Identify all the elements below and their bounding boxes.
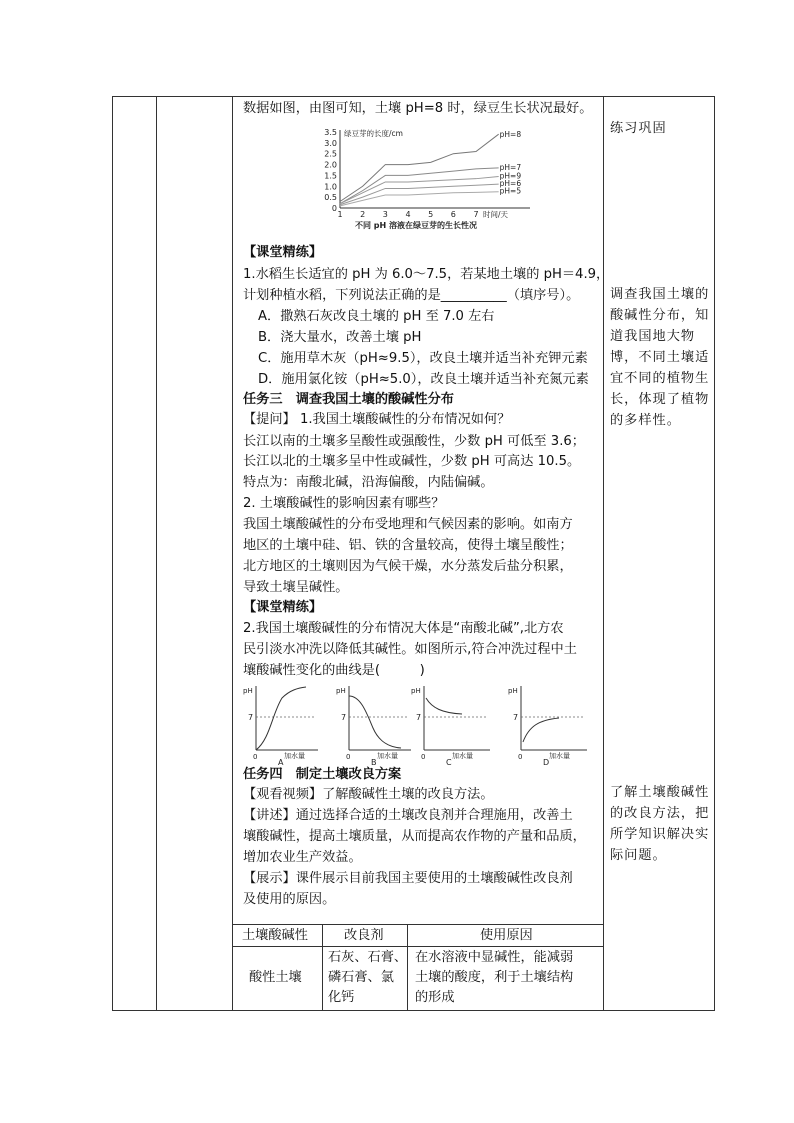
frame-top	[112, 96, 715, 97]
option-a: A．撒熟石灰改良土壤的 pH 至 7.0 左右	[258, 309, 495, 324]
side-note-line: 的改良方法，把	[610, 806, 710, 821]
ph-curve	[349, 696, 401, 748]
ph-graph-c	[406, 684, 501, 766]
x-tick-label: 1	[337, 210, 343, 219]
col-divider-3	[603, 96, 604, 1011]
ph-axis-label: pH	[336, 687, 346, 695]
series-label: pH=5	[499, 186, 522, 196]
cell-soil-type: 酸性土壤	[249, 970, 302, 985]
frame-bottom	[112, 1010, 715, 1011]
ph-graph-d	[503, 684, 598, 766]
seven-label: 7	[248, 713, 254, 722]
video-text: 【观看视频】了解酸碱性土壤的改良方法。	[243, 787, 494, 802]
x-tick-label: 4	[405, 210, 411, 219]
series-line	[340, 134, 499, 201]
x-axis-label: 加水量	[452, 752, 473, 760]
ph-axis-label: pH	[508, 687, 518, 695]
question-1-line-2: 计划种植水稻，下列说法正确的是__________（填序号）。	[243, 288, 580, 303]
origin-label: 0	[253, 753, 258, 761]
seven-label: 7	[416, 713, 422, 722]
question-2-line-1: 2.我国土壤酸碱性的分布情况大体是“南酸北碱”,北方农	[243, 621, 564, 636]
y-axis-label: 绿豆芽的长度/cm	[344, 129, 403, 138]
side-note-line: 所学知识解决实	[610, 827, 710, 842]
intro-text: 数据如图，由图可知，土壤 pH=8 时，绿豆生长状况最好。	[243, 101, 593, 116]
x-tick-label: 5	[428, 210, 434, 219]
lecture-line-3: 增加农业生产效益。	[243, 850, 362, 865]
x-tick-label: 2	[360, 210, 366, 219]
task-4-title: 任务四 制定土壤改良方案	[243, 767, 402, 782]
y-tick-label: 0	[331, 204, 337, 213]
answer-2-line-1: 我国土壤酸碱性的分布受地理和气候因素的影响。如南方	[243, 517, 573, 532]
side-note-line: 的多样性。	[610, 413, 681, 428]
x-tick-label: 6	[450, 210, 456, 219]
answer-2-line-4: 导致土壤呈碱性。	[243, 580, 349, 595]
option-c: C．施用草木灰（pH≈9.5），改良土壤并适当补充钾元素	[258, 351, 588, 366]
graph-letter: A	[278, 758, 284, 766]
option-b: B．浇大量水，改善土壤 pH	[258, 330, 422, 345]
growth-chart	[315, 126, 540, 232]
header-soil-type: 土壤酸碱性	[242, 928, 308, 943]
graph-letter: D	[543, 758, 550, 766]
side-note-line: 调查我国土壤的	[610, 287, 710, 302]
side-note-line: 道我国地大物	[610, 329, 696, 344]
question-2-text: 2. 土壤酸碱性的影响因素有哪些？	[243, 496, 445, 511]
cell-agent-2: 磷石膏、氯	[328, 970, 394, 985]
graph-letter: C	[446, 758, 452, 766]
x-tick-label: 7	[473, 210, 479, 219]
ph-curve	[256, 687, 306, 750]
lecture-line-1: 【讲述】通过选择合适的土壤改良剂并合理施用，改善土	[243, 808, 573, 823]
answer-line-1: 长江以南的土壤多呈酸性或强酸性，少数 pH 可低至 3.6；	[243, 434, 585, 449]
y-tick-label: 1.5	[324, 171, 337, 181]
header-reason: 使用原因	[480, 928, 533, 943]
graph-letter: B	[371, 758, 377, 766]
seven-label: 7	[341, 713, 347, 722]
question-1-line-1: 1.水稻生长适宜的 pH 为 6.0～7.5，若某地土壤的 pH＝4.9，	[243, 267, 610, 282]
series-label: pH=9	[499, 171, 522, 181]
inner-col-1	[322, 924, 323, 1011]
answer-2-line-3: 北方地区的土壤则因为气候干燥，水分蒸发后盐分积累，	[243, 559, 573, 574]
question-text: 【提问】 1.我国土壤酸碱性的分布情况如何？	[243, 412, 511, 427]
series-label: pH=7	[499, 162, 522, 172]
chart-title: 不同 pH 溶液在绿豆芽的生长性况	[355, 221, 477, 230]
option-d: D．施用氯化铵（pH≈5.0），改良土壤并适当补充氮元素	[258, 372, 589, 387]
cell-reason-1: 在水溶液中显碱性，能减弱	[415, 950, 574, 965]
ph-graph-a	[240, 684, 325, 766]
cell-reason-3: 的形成	[415, 990, 455, 1005]
cell-agent-3: 化钙	[328, 990, 355, 1005]
cell-agent-1: 石灰、石膏、	[328, 950, 408, 965]
y-tick-label: 2.5	[324, 149, 337, 159]
side-note-task3	[610, 284, 710, 431]
y-tick-label: 3.0	[324, 138, 337, 148]
lecture-line-2: 壤酸碱性，提高土壤质量，从而提高农作物的产量和品质，	[243, 829, 586, 844]
ph-curve	[426, 698, 462, 714]
ph-curve	[523, 718, 559, 742]
inner-table-top	[232, 924, 604, 925]
y-tick-label: 1.0	[324, 182, 337, 192]
ph-axis-label: pH	[243, 687, 253, 695]
x-axis-label: 加水量	[284, 752, 305, 760]
display-line-1: 【展示】课件展示目前我国主要使用的土壤酸碱性改良剂	[243, 871, 573, 886]
frame-left	[112, 96, 113, 1011]
side-note-line: 酸碱性分布，知	[610, 308, 710, 323]
origin-label: 0	[518, 753, 523, 761]
section-label-2: 【课堂精练】	[243, 600, 323, 615]
series-line	[340, 192, 499, 206]
side-note-practice: 练习巩固	[610, 121, 667, 136]
task-3-title: 任务三 调查我国土壤的酸碱性分布	[243, 392, 454, 407]
answer-line-3: 特点为：南酸北碱，沿海偏酸，内陆偏碱。	[243, 475, 494, 490]
side-note-line: 宜不同的植物生	[610, 371, 710, 386]
series-label: pH=8	[499, 130, 522, 140]
side-note-line: 博，不同土壤适	[610, 350, 710, 365]
x-tick-label: 3	[382, 210, 388, 219]
inner-col-2	[407, 924, 408, 1011]
cell-reason-2: 土壤的酸度，利于土壤结构	[415, 970, 574, 985]
x-axis-label: 加水量	[549, 752, 570, 760]
display-line-2: 及使用的原因。	[243, 892, 336, 907]
answer-2-line-2: 地区的土壤中硅、铝、铁的含量较高，使得土壤呈酸性；	[243, 538, 573, 553]
question-2-line-3: 壤酸碱性变化的曲线是( )	[243, 663, 425, 678]
answer-line-2: 长江以北的土壤多呈中性或碱性，少数 pH 可高达 10.5。	[243, 454, 581, 469]
y-tick-label: 3.5	[324, 128, 337, 137]
inner-table-header-line	[232, 946, 604, 947]
section-label: 【课堂精练】	[243, 245, 323, 260]
header-agent: 改良剂	[344, 928, 384, 943]
y-tick-label: 2.0	[324, 160, 337, 170]
series-label: pH=6	[499, 179, 522, 189]
side-note-task4	[610, 782, 710, 866]
x-axis-label: 加水量	[377, 752, 398, 760]
y-tick-label: 0.5	[324, 193, 337, 203]
col-divider-1	[156, 96, 157, 1011]
frame-right	[714, 96, 715, 1011]
x-axis-label: 时间/天	[483, 210, 509, 219]
side-note-line: 长，体现了植物	[610, 392, 710, 407]
seven-label: 7	[513, 713, 519, 722]
origin-label: 0	[346, 753, 351, 761]
col-divider-2	[232, 96, 233, 1011]
side-note-line: 了解土壤酸碱性	[610, 785, 710, 800]
ph-axis-label: pH	[411, 687, 421, 695]
question-2-line-2: 民引淡水冲洗以降低其碱性。如图所示,符合冲洗过程中土	[243, 642, 577, 657]
origin-label: 0	[421, 753, 426, 761]
side-note-line: 际问题。	[610, 848, 667, 863]
